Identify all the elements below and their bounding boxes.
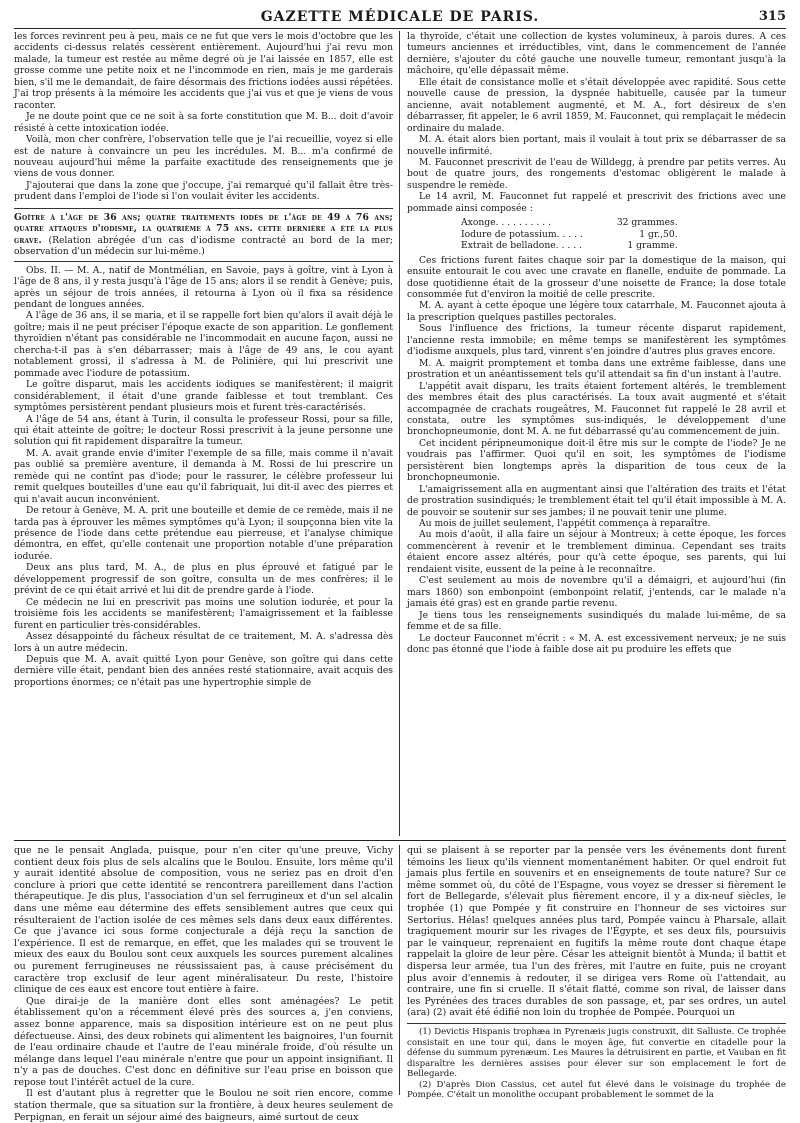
paragraph: Elle était de consistance molle et s'était développée avec rapidité. Sous cette nouvelle cause de pression, la dyspnée habituelle, causée par la tumeur ancienne, avait notablement augmenté, et M. A., fort désireux de s'en débarrasser, fit appeler, le 6 avril 1859, M. Fauconnet, qui remplaçait le médecin ordinaire du malade. — [407, 76, 786, 134]
ingredient-name: Axonge. . . . . . . . . . — [461, 217, 552, 229]
paragraph: Au mois d'août, il alla faire un séjour à Montreux; à cette époque, les forces commencèrent à revenir et le tremblement diminua. Cependant ses traits étaient encore assez altérés, pour qu'à cette époque, ses parents, qui lui rendaient visite, eussent de la peine à le reconnaître. — [407, 529, 786, 575]
paragraph: la thyroïde, c'était une collection de kystes volumineux, à parois dures. A ces tumeurs anciennes et irréductibles, vint, dans le commencement de l'année dernière, s'ajouter du côté gauche une nouvelle tumeur, remontant jusqu'à la mâchoire, qu'elle dépassait même. — [407, 31, 786, 77]
paragraph: Il est d'autant plus à regretter que le Boulou ne soit rien encore, comme station thermale, que sa situation sur la frontière, à deux heures seulement de Perpignan, en ferait un séjour aimé des baigneurs, aimé surtout de ceux — [14, 1088, 393, 1123]
observation-heading — [14, 208, 393, 258]
paragraph: que ne le pensait Anglada, puisque, pour n'en citer qu'une preuve, Vichy contient deux fois plus de sels alcalins que le Boulou. Ensuite, lors même qu'il y aurait identité absolue de composition, vous ne seriez pas en droit d'en conclure à priori que cette identité se rencontrera pareillement dans l'action thérapeutique. Je dis plus, l'association d'un sel ferrugineux et d'un sel alcalin dans une même eau détermine des effets sensiblement autres que ceux qui résulteraient de l'action isolée de ces mêmes sels dans deux eaux différentes. Ce que j'avance ici sous forme conjecturale a déjà reçu la sanction de l'expérience. Il est de remarque, en effet, que les malades qui se trouvent le mieux des eaux du Boulou sont ceux auxquels les sources purement alcalines ou purement ferrugineuses ne réussissaient pas, à cause précisément du caractère trop exclusif de leur agent minéralisateur. Du reste, l'histoire clinique de ces eaux est encore tout entière à faire. — [14, 845, 393, 996]
paragraph: Le 14 avril, M. Fauconnet fut rappelé et prescrivit des frictions avec une pommade ainsi composée : — [407, 191, 786, 214]
paragraph: M. A. avait grande envie d'imiter l'exemple de sa fille, mais comme il n'avait pas oublié sa première aventure, il demanda à M. Rossi de lui prescrire un remède qui ne contînt pas d'iode; pour le rassurer, le célèbre professeur lui remit quelques bouteilles d'une eau qu'il fabriquait, lui dit-il avec des pierres et qui n'avait aucun inconvénient. — [14, 447, 393, 505]
page-number: 315 — [758, 9, 786, 24]
paragraph: M. A. maigrit promptement et tomba dans une extrême faiblesse, dans une prostration et un anéantissement tels qu'il attendait sa fin d'un instant à l'autre. — [407, 357, 786, 381]
ingredient-quantity: 32 grammes. — [616, 217, 678, 229]
formula-row — [457, 217, 682, 228]
footnote: (1) Devictis Hispanis trophæa in Pyrenæis jugis construxit, dit Salluste. Ce trophée consistait en une tour qui, dans le moyen âge, fut convertie en citadelle pour la défense du summum pyrenæum. Les Maures la détruisirent en partie, et Vauban en fit disparaître les dernières assises pour élever sur son emplacement le fort de Bellegarde. — [407, 1026, 786, 1080]
paragraph: Assez désappointé du fâcheux résultat de ce traitement, M. A. s'adressa dès lors à un autre médecin. — [14, 631, 393, 654]
ingredient-name: Extrait de belladone. . . . . — [461, 240, 582, 252]
running-head — [14, 6, 786, 29]
paragraph: Le docteur Fauconnet m'écrit : « M. A. est excessivement nerveux; je ne suis donc pas étonné que l'iode à faible dose ait pu produire les effets que — [407, 632, 786, 656]
ingredient-name: Iodure de potassium. . . . . — [461, 228, 583, 240]
heading-caps: Goître à l'âge de 36 ans; quatre traitements iodés de l'âge de 49 à 76 ans; quatre attaques d'iodisme, la quatrième à 75 ans. cette dernière a été la plus grave. — [14, 211, 393, 246]
top-left-column — [14, 31, 393, 836]
footnote: (2) D'après Dion Cassius, cet autel fut élevé dans le voisinage du trophée de Pompée. C'était un monolithe occupant probablement le sommet de la — [407, 1079, 786, 1101]
paragraph: Cet incident péripneumonique doit-il être mis sur le compte de l'iode? Je ne voudrais pas l'affirmer. Quoi qu'il en soit, les symptômes de l'iodisme persistèrent bien longtemps après la disparition de tous ceux de la bronchopneumonie. — [407, 437, 786, 484]
paragraph: Je tiens tous les renseignements susindiqués du malade lui-même, de sa femme et de sa fille. — [407, 609, 786, 633]
bottom-left-column — [14, 845, 393, 1123]
paragraph: M. A. était alors bien portant, mais il voulait à tout prix se débarrasser de sa nouvelle infirmité. — [407, 134, 786, 157]
paragraph: les forces revinrent peu à peu, mais ce ne fut que vers le mois d'octobre que les accidents ci-dessus relatés cessèrent entièrement. Aujourd'hui j'ai revu mon malade, la tumeur est restée au même degré où je l'ai laissée en 1857, elle est grosse comme une petite noix et ne l'incommode en rien, mais je me garderais bien, s'il me le demandait, de faire désormais des frictions iodées aussi répétées. J'ai trop présents à la mémoire les accidents que j'ai vus et que je viens de vous raconter. — [14, 31, 393, 111]
prescription-formula — [457, 217, 682, 251]
paragraph: M. Fauconnet prescrivit de l'eau de Willdegg, à prendre par petits verres. Au bout de quatre jours, des rongements d'estomac obligèrent le malade à suspendre le remède. — [407, 156, 786, 191]
paragraph: Le goître disparut, mais les accidents iodiques se manifestèrent; il maigrit considérablement, il était d'une grande faiblesse et tout tremblant. Ces symptômes persistèrent pendant plusieurs mois et furent très-caractérisés. — [14, 379, 393, 414]
paragraph: Obs. II. — M. A., natif de Montmélian, en Savoie, pays à goître, vint à Lyon à l'âge de 8 ans, il y resta jusqu'à l'âge de 15 ans; alors il se rendit à Genève; puis, après un séjour de trois années, il retourna à Lyon où il fixa sa résidence pendant de longues années. — [14, 264, 393, 310]
paragraph: De retour à Genève, M. A. prit une bouteille et demie de ce remède, mais il ne tarda pas à éprouver les mêmes symptômes qu'à Lyon; il soupçonna bien vite la présence de l'iode dans cette prétendue eau pierreuse, et l'analyse chimique démontra, en effet, qu'elle contenait une proportion notable d'une préparation iodurée. — [14, 505, 393, 562]
paragraph: Je ne doute point que ce ne soit à sa forte constitution que M. B... doit d'avoir résisté à cette intoxication iodée. — [14, 111, 393, 134]
paragraph: A l'âge de 54 ans, étant à Turin, il consulta le professeur Rossi, pour sa fille, qui était atteinte de goître; le docteur Rossi prescrivit à la jeune personne une solution qui fit rapidement disparaître la tumeur. — [14, 413, 393, 448]
paragraph: Au mois de juillet seulement, l'appétit commença à reparaître. — [419, 518, 711, 530]
paragraph: L'amaigrissement alla en augmentant ainsi que l'altération des traits et l'état de prostration susindiqués; le tremblement était tel qu'il était impossible à M. A. de pouvoir se soutenir sur ses jambes; il ne pouvait tenir une plume. — [407, 483, 786, 518]
paragraph: Ce médecin ne lui en prescrivit pas moins une solution iodurée, et pour la troisième fois les accidents se manifestèrent; l'amaigrissement et la faiblesse furent en particulier très-considérables. — [14, 596, 393, 631]
journal-title: GAZETTE MÉDICALE DE PARIS. — [260, 9, 540, 25]
paragraph: Voilà, mon cher confrère, l'observation telle que je l'ai recueillie, voyez si elle est de nature à convaincre un peu les incrédules. M. B... m'a confirmé de nouveau aujourd'hui même la parfaite exactitude des renseignements que je viens de vous donner. — [14, 134, 393, 180]
paragraph: Sous l'influence des frictions, la tumeur récente disparut rapidement, l'ancienne resta immobile; en même temps se manifestèrent les symptômes d'iodisme auxquels, plus tard, vinrent s'en joindre d'autres plus graves encore. — [407, 323, 786, 358]
paragraph: L'appétit avait disparu, les traits étaient fortement altérés, le tremblement des membres était des plus caractérisés. La toux avait augmenté et s'était accompagnée de crachats rougeâtres, M. Fauconnet fut rappelé le 28 avril et constata, outre les symptômes sus-indiqués, le développement d'une bronchopneumonie, dont M. A. ne fut débarrassé qu'au commencement de juin. — [407, 380, 786, 438]
top-right-column — [407, 31, 786, 836]
heading-rest: (Relation abrégée d'un cas d'iodisme contracté au bord de la mer; observation d'un médecin sur lui-même.) — [14, 234, 393, 258]
formula-row — [457, 240, 682, 251]
paragraph: J'ajouterai que dans la zone que j'occupe, j'ai remarqué qu'il fallait être très-prudent dans l'emploi de l'iode si l'on voulait éviter les accidents. — [14, 179, 393, 203]
paragraph: M. A. ayant à cette époque une légère toux catarrhale, M. Fauconnet ajouta à la prescription quelques pastilles pectorales. — [407, 300, 786, 323]
bottom-right-column — [407, 845, 786, 1101]
section-rule — [14, 261, 393, 262]
paragraph: A l'âge de 36 ans, il se maria, et il se rappelle fort bien qu'alors il avait déjà le goître; mais il ne peut préciser l'époque exacte de son apparition. Le gonflement thyroïdien n'étant pas considérable ne l'incommodait en aucune façon, aussi ne chercha-t-il pas à s'en débarrasser; mais à l'âge de 49 ans, le cou ayant notablement grossi, il s'adressa à M. de Polinière, qui lui prescrivit une pommade avec l'iodure de potassium. — [14, 310, 393, 379]
paragraph: Depuis que M. A. avait quitté Lyon pour Genève, son goître qui dans cette dernière ville était, pendant bien des années resté stationnaire, avait acquis des proportions énormes; ce n'était pas une hypertrophie simple de — [14, 654, 393, 688]
paragraph: Ces frictions furent faites chaque soir par la domestique de la maison, qui ensuite entourait le cou avec une cravate en flanelle, enduite de pommade. La dose quotidienne était de la grosseur d'une noisette de France; la dose totale consommée fut d'environ la moitié de celle prescrite. — [407, 254, 786, 300]
paragraph: qui se plaisent à se reporter par la pensée vers les événements dont furent témoins les lieux qu'ils viennent momentanément habiter. Or quel endroit fut jamais plus fertile en souvenirs et en enseignements de toute nature? Sur ce même sommet où, du côté de l'Espagne, vous voyez se dresser si fièrement le fort de Bellegarde, s'élevait plus fièrement encore, il y a dix-neuf siècles, le trophée (1) que Pompée y fit construire en l'honneur de ses victoires sur Sertorius. Hélas! quelques années plus tard, Pompée vaincu à Pharsale, allait tragiquement mourir sur les rivages de l'Égypte, et ses deux fils, poursuivis par le vainqueur, reprenaient en fugitifs la même route dont chaque étape rappelait la gloire de leur père. César les atteignit bientôt à Munda; il battit et dispersa leur armée, tua l'un des frères, mit l'autre en fuite, puis ne croyant plus avoir d'ennemis à redouter, il se dirigea vers Rome où l'attendait, au contraire, une fin si cruelle. Il s'était flatté, comme son rival, de laisser dans les Pyrénées des traces durables de son passage, et, par ses ordres, un autel (ara) (2) avait été édifié non loin du trophée de Pompée. Pourquoi un — [407, 845, 786, 1019]
paragraph: Deux ans plus tard, M. A., de plus en plus éprouvé et fatigué par le développement progressif de son goître, consulta un de mes confrères; il le prévint de ce qui était arrivé et lui dit de prendre garde à l'iode. — [14, 562, 393, 597]
formula-row — [457, 229, 682, 240]
paragraph: Que dirai-je de la manière dont elles sont aménagées? Le petit établissement qu'on a récemment élevé près des sources a, j'en conviens, assez bonne apparence, mais sa disposition intérieure est on ne peut plus défectueuse. Ainsi, des deux robinets qui alimentent les baignoires, l'un fournit de l'eau ordinaire chaude et l'autre de l'eau minérale froide, d'où résulte un mélange dans lequel l'eau minérale n'entre que pour un appoint insignifiant. Il n'y a pas de douches. C'est donc en définitive sur l'eau prise en boisson que repose tout l'intérêt actuel de la cure. — [14, 995, 393, 1088]
top-section — [14, 31, 786, 836]
ingredient-quantity: 1 gr.,50. — [639, 228, 678, 240]
feuilleton-rule — [14, 840, 786, 841]
paragraph: C'est seulement au mois de novembre qu'il a démaigri, et aujourd'hui (fin mars 1860) son embonpoint (embonpoint relatif, j'entends, car le malade n'a jamais été gras) est en grande partie revenu. — [407, 575, 786, 610]
ingredient-quantity: 1 gramme. — [627, 240, 678, 252]
footnote-rule — [407, 1023, 786, 1024]
bottom-section — [14, 845, 786, 1123]
